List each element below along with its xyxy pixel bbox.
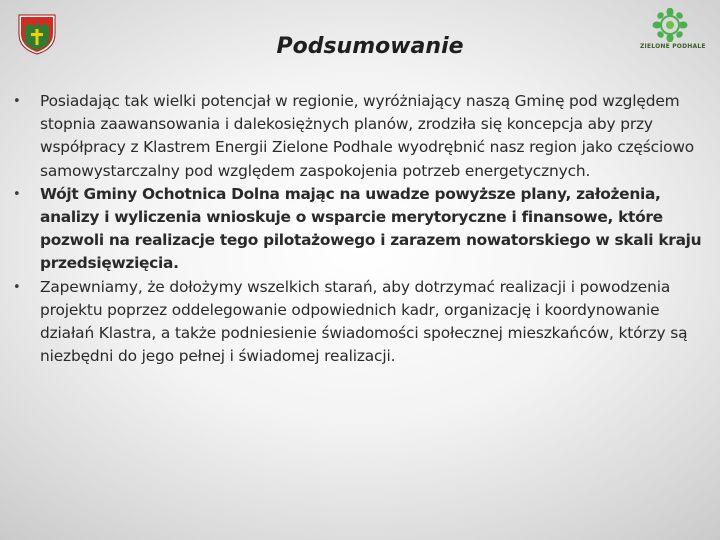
- bullet-text: Wójt Gminy Ochotnica Dolna mając na uwadze powyższe plany, założenia, analizy i wyliczenia wnioskuje o wsparcie merytoryczne i finansowe, które pozwoli na realizacje tego pilotażowego i zarazem nowatorskiego w skali kraju przedsięwzięcia.: [40, 184, 702, 273]
- logo-caption: ZIELONE PODHALE: [640, 43, 706, 50]
- bullet-dot-icon: •: [13, 279, 21, 295]
- bullet-item: [10, 90, 712, 183]
- bullet-text: Posiadając tak wielki potencjał w regionie, wyróżniający naszą Gminę pod względem stopnia zaawansowania i dalekosiężnych planów, zrodziła się koncepcja aby przy współpracy z Klastrem Energii Zielone Podhale wyodrębnić nasz region jako częściowo samowystarczalny pod względem zaspokojenia potrzeb energetycznych.: [40, 92, 695, 180]
- bullet-item: [10, 276, 712, 369]
- bullet-dot-icon: •: [13, 186, 21, 202]
- bullet-text: Zapewniamy, że dołożymy wszelkich starań, aby dotrzymać realizacji i powodzenia projektu poprzez oddelegowanie odpowiednich kadr, organizację i koordynowanie działań Klastra, a także podniesienie świadomości społecznej mieszkańców, którzy są niezbędni do jego pełnej i świadomej realizacji.: [40, 277, 688, 366]
- bullet-item: [10, 183, 712, 276]
- bullet-list: [10, 90, 712, 368]
- page-title: Podsumowanie: [276, 34, 464, 59]
- bullet-dot-icon: •: [13, 94, 21, 109]
